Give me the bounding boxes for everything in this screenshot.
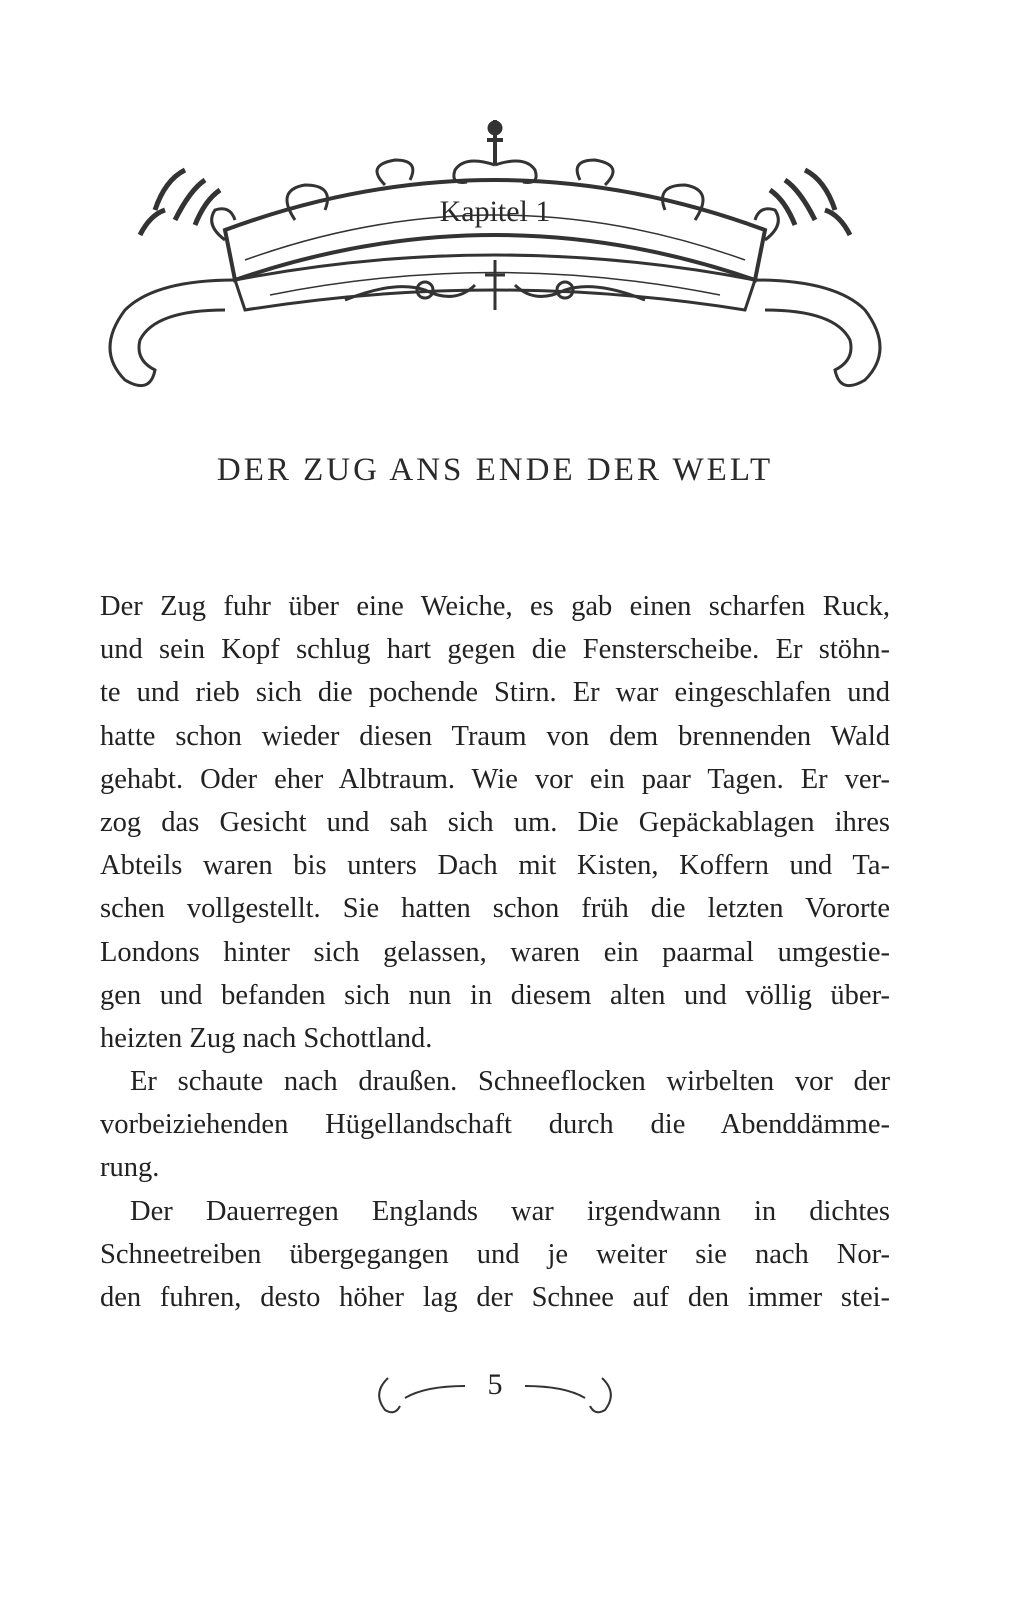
text-line: Schneetreiben übergegangen und je weiter sie nach Nor- xyxy=(100,1238,890,1270)
text-line: vorbeiziehenden Hügellandschaft durch die Abenddämme- xyxy=(100,1109,890,1141)
chapter-title: DER ZUG ANS ENDE DER WELT xyxy=(216,452,774,488)
text-line: Der Dauerregen Englands war irgendwann in dichtes xyxy=(130,1195,890,1227)
text-line: den fuhren, desto höher lag der Schnee auf den immer stei- xyxy=(100,1282,890,1313)
text-line: gen und befanden sich nun in diesem alten und völlig über- xyxy=(100,979,890,1011)
text-line: heizten Zug nach Schottland. xyxy=(100,1022,433,1054)
body-text xyxy=(100,585,890,1319)
text-line: Londons hinter sich gelassen, waren ein paarmal umgestie- xyxy=(100,936,890,968)
text-line: Er schaute nach draußen. Schneeflocken wirbelten vor der xyxy=(130,1066,890,1098)
page-number: 5 xyxy=(487,1368,503,1401)
text-line: hatte schon wieder diesen Traum von dem brennenden Wald xyxy=(100,720,890,752)
text-line: gehabt. Oder eher Albtraum. Wie vor ein paar Tagen. Er ver- xyxy=(100,763,890,795)
text-line: te und rieb sich die pochende Stirn. Er war eingeschlafen und xyxy=(100,677,890,709)
text-line: schen vollgestellt. Sie hatten schon früh die letzten Vororte xyxy=(100,893,890,925)
chapter-banner-ornament xyxy=(95,110,895,410)
text-line: Der Zug fuhr über eine Weiche, es gab einen scharfen Ruck, xyxy=(100,591,890,622)
chapter-label: Kapitel 1 xyxy=(439,195,551,228)
text-line: Abteils waren bis unters Dach mit Kisten, Koffern und Ta- xyxy=(100,850,890,882)
text-line: zog das Gesicht und sah sich um. Die Gepäckablagen ihres xyxy=(100,806,890,838)
text-line: rung. xyxy=(100,1152,160,1184)
text-line: und sein Kopf schlug hart gegen die Fensterscheibe. Er stöhn- xyxy=(100,634,890,666)
